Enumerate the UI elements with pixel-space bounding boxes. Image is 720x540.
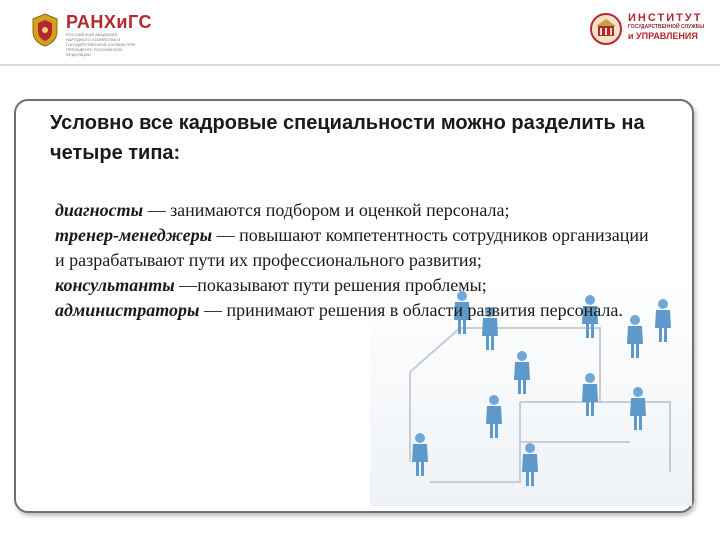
list-item [55, 273, 655, 298]
term-trainer-managers: тренер-менеджеры [55, 225, 213, 245]
list-item [55, 198, 655, 223]
ranepa-logo-text [66, 12, 152, 57]
ranepa-brand: РАНХиГС [66, 12, 152, 32]
institute-line2: ГОСУДАРСТВЕННОЙ СЛУЖБЫ [628, 24, 705, 30]
header-divider [0, 64, 720, 66]
desc-consultants: —показывают пути решения проблемы; [174, 275, 487, 295]
institute-line1: ИНСТИТУТ [628, 12, 703, 24]
ranepa-crest-icon [30, 12, 60, 48]
term-consultants: консультанты [55, 275, 175, 295]
desc-trainer-managers: — повышают компетентность сотрудников организации и разрабатывают пути их профессионального развития; [55, 225, 649, 270]
term-diagnosts: диагносты [55, 200, 144, 220]
institute-seal-icon [590, 12, 622, 46]
list-item [55, 298, 655, 323]
term-administrators: администраторы [55, 300, 200, 320]
ranepa-logo [30, 12, 152, 57]
list-item [55, 223, 655, 273]
specialties-list [55, 198, 655, 323]
slide-header [0, 0, 720, 66]
institute-logo-text [628, 12, 704, 42]
desc-administrators: — принимают решения в области развития персонала. [199, 300, 623, 320]
institute-logo [590, 12, 704, 46]
desc-diagnosts: — занимаются подбором и оценкой персонала; [143, 200, 510, 220]
institute-line3: и УПРАВЛЕНИЯ [628, 31, 698, 41]
ranepa-subtitle: РОССИЙСКАЯ АКАДЕМИЯ НАРОДНОГО ХОЗЯЙСТВА И ГОСУДАРСТВЕННОЙ СЛУЖБЫ ПРИ ПРЕЗИДЕНТЕ РОССИЙСКОЙ ФЕДЕРАЦИИ [66, 32, 135, 57]
slide-title: Условно все кадровые специальности можно разделить на четыре типа: [50, 112, 645, 164]
